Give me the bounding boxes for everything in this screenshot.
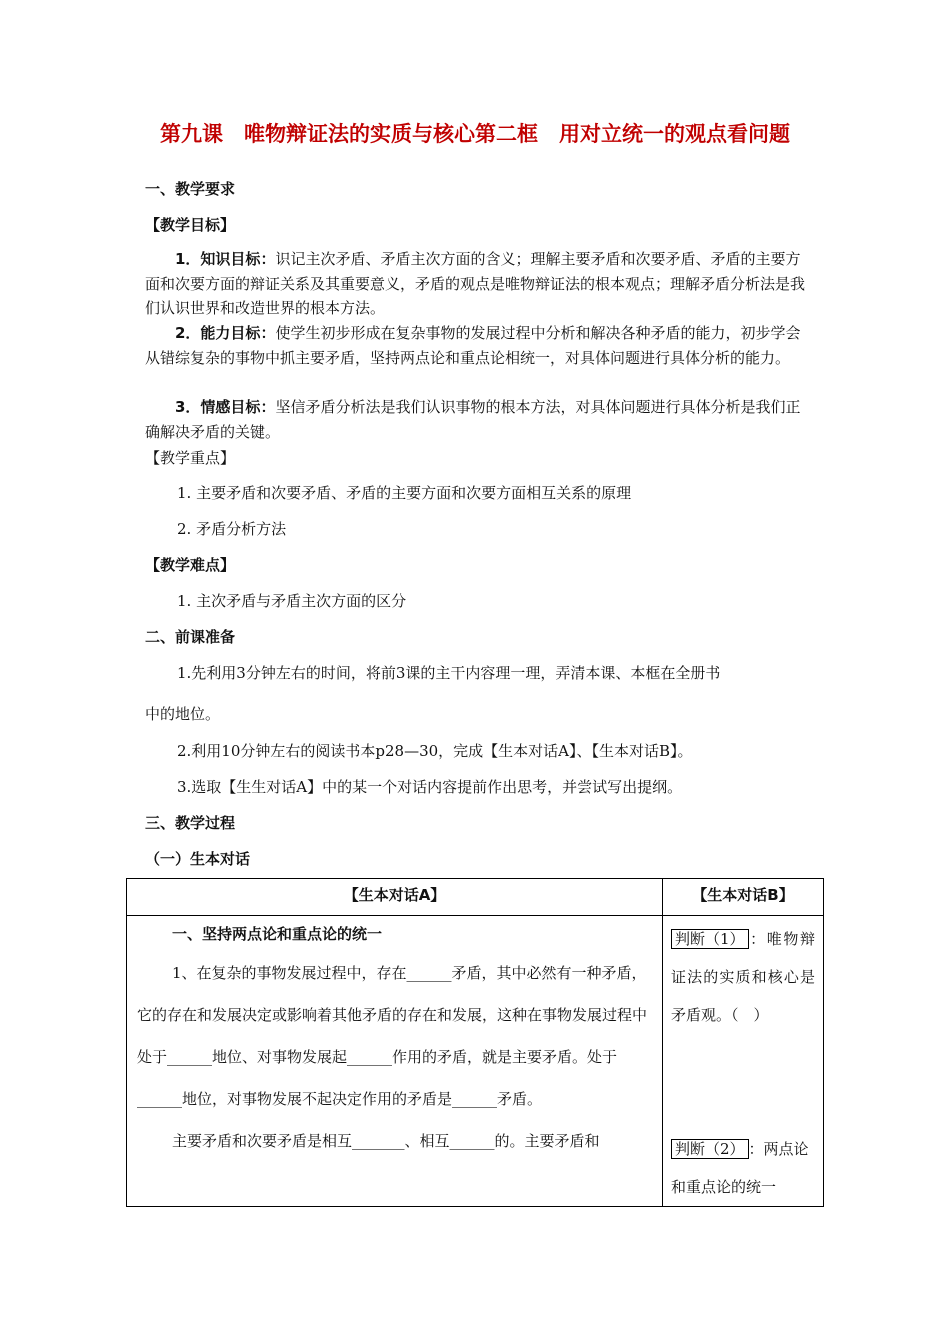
section-heading-process: 三、教学过程 [145, 814, 236, 832]
section-heading-requirements: 一、教学要求 [145, 180, 236, 198]
section-heading-preparation: 二、前课准备 [145, 628, 236, 646]
objectives-heading: 【教学目标】 [145, 216, 236, 234]
difficulty-item: 1. 主次矛盾与矛盾主次方面的区分 [177, 592, 407, 610]
dialogue-b-cell [663, 916, 824, 1207]
difficulty-heading: 【教学难点】 [145, 556, 236, 574]
objective-knowledge [145, 247, 810, 321]
key-point-item: 1. 主要矛盾和次要矛盾、矛盾的主要方面和次要方面相互关系的原理 [177, 484, 632, 502]
objective-ability-label: 2．能力目标： [175, 324, 276, 342]
judgement-text: ：唯物辩证法的实质和核心是矛盾观。（ ） [671, 930, 815, 1024]
objective-ability-text: 使学生初步形成在复杂事物的发展过程中分析和解决各种矛盾的能力，初步学会从错综复杂的事物中抓主要矛盾，坚持两点论和重点论相统一，对具体问题进行具体分析的能力。 [145, 324, 801, 367]
objective-emotion [145, 395, 810, 444]
prep-item-continued: 中的地位。 [145, 705, 221, 723]
objective-knowledge-text: 识记主次矛盾、矛盾主次方面的含义；理解主要矛盾和次要矛盾、矛盾的主要方面和次要方面的辩证关系及其重要意义，矛盾的观点是唯物辩证法的根本观点；理解矛盾分析法是我们认识世界和改造世界的根本方法。 [145, 250, 806, 317]
judgement-item [671, 1130, 815, 1206]
objective-emotion-text: 坚信矛盾分析法是我们认识事物的根本方法，对具体问题进行具体分析是我们正确解决矛盾的关键。 [145, 398, 801, 441]
key-points-heading: 【教学重点】 [145, 449, 236, 467]
dialogue-a-cell [127, 916, 663, 1207]
dialogue-a-paragraph: 1、在复杂的事物发展过程中，存在______矛盾，其中必然有一种矛盾，它的存在和发展决定或影响着其他矛盾的存在和发展，这种在事物发展过程中处于______地位、对事物发展起______作用的矛盾，就是主要矛盾。处于______地位，对事物发展不起决定作用的矛盾是______矛盾。 [137, 964, 648, 1108]
prep-item: 1.先利用3分钟左右的时间，将前3课的主干内容理一理，弄清本课、本框在全册书 [177, 664, 721, 682]
judgement-label: 判断（1） [671, 929, 749, 949]
prep-item: 2.利用10分钟左右的阅读书本p28—30，完成【生本对话A】、【生本对话B】。 [177, 742, 693, 760]
objective-ability [145, 321, 810, 370]
dialogue-table [126, 878, 824, 1207]
objective-knowledge-label: 1．知识目标： [175, 250, 276, 268]
dialogue-a-subheading: 一、坚持两点论和重点论的统一 [172, 925, 383, 943]
page-title: 第九课 唯物辩证法的实质与核心第二框 用对立统一的观点看问题 [160, 122, 790, 146]
judgement-text: ：两点论和重点论的统一 [671, 1140, 809, 1196]
objective-emotion-label: 3．情感目标： [175, 398, 276, 416]
dialogue-a-paragraph: 主要矛盾和次要矛盾是相互_______、相互______的。主要矛盾和 [172, 1132, 600, 1150]
key-point-item: 2. 矛盾分析方法 [177, 520, 287, 538]
subsection-heading-dialogue: （一）生本对话 [145, 850, 251, 868]
table-header-b: 【生本对话B】 [663, 879, 824, 916]
prep-item: 3.选取【生生对话A】中的某一个对话内容提前作出思考，并尝试写出提纲。 [177, 778, 683, 796]
judgement-item [671, 920, 815, 1130]
table-header-a: 【生本对话A】 [127, 879, 663, 916]
judgement-label: 判断（2） [671, 1139, 749, 1159]
